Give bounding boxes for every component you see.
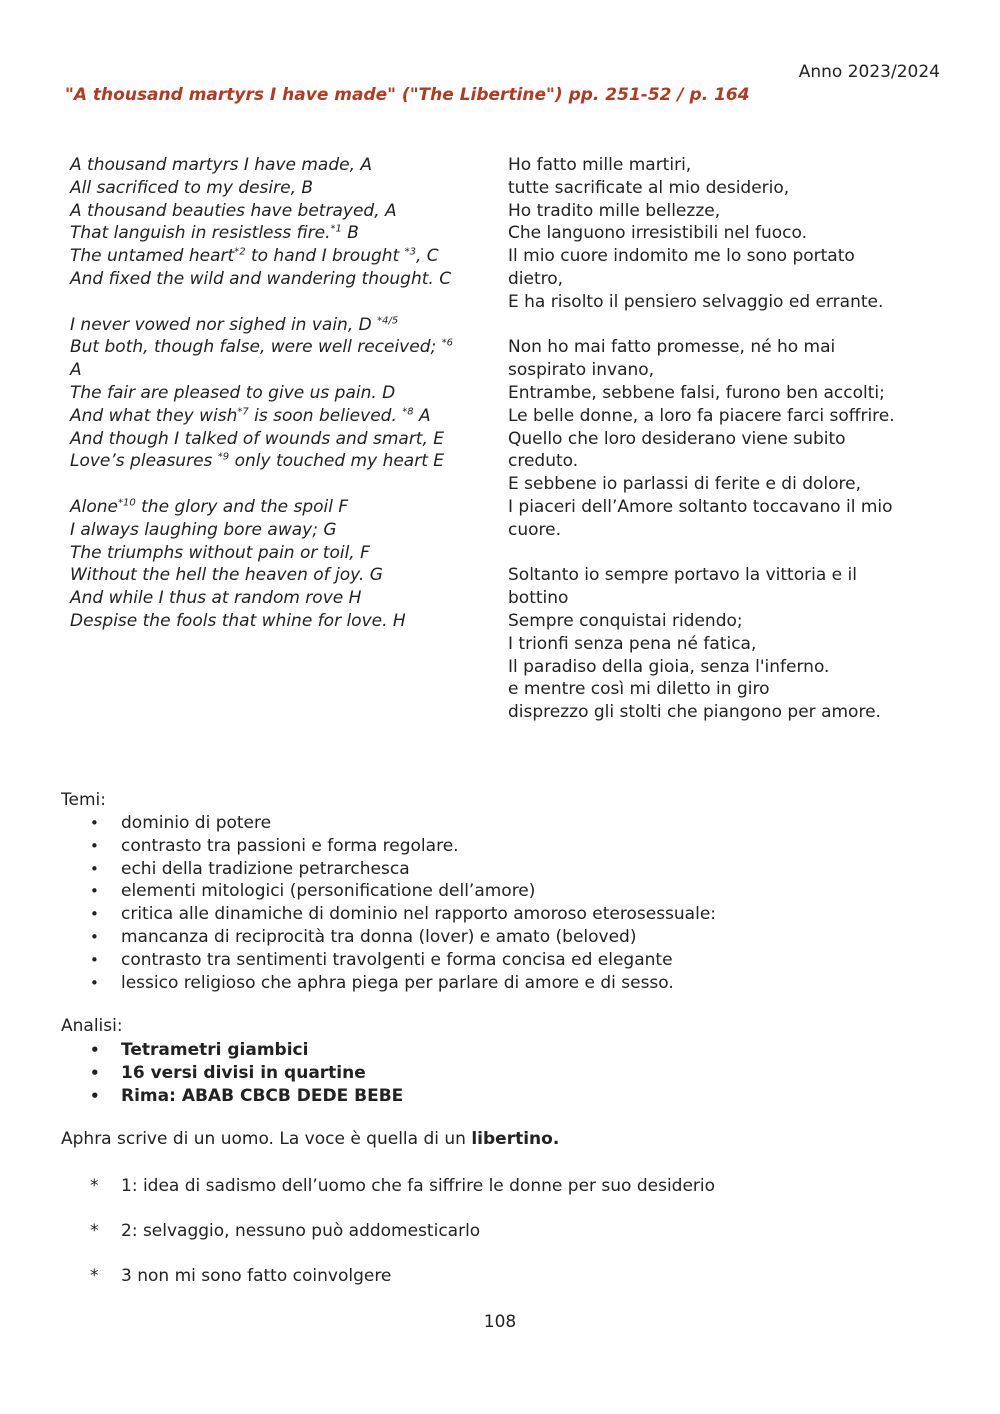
temi-list — [0, 812, 716, 994]
poem-line-it: Non ho mai fatto promesse, né ho mai — [508, 337, 836, 358]
poem-line-it: I trionfi senza pena né fatica, — [508, 633, 757, 654]
note-text: 3 non mi sono fatto coinvolgere — [121, 1266, 392, 1286]
line-text: A — [70, 360, 82, 381]
line-text: is soon believed. — [248, 405, 403, 426]
list-item-text: elementi mitologici (personificatione dell’amore) — [121, 881, 536, 902]
poem-line-en — [70, 473, 490, 496]
line-text: The triumphs without pain or toil, F — [70, 542, 370, 563]
poem-line-en — [70, 314, 490, 337]
poem-line-en — [70, 336, 490, 359]
line-text: The untamed heart — [70, 246, 235, 267]
intro-text: Aphra scrive di un uomo. La voce è quella di un — [61, 1129, 472, 1149]
footnote-mark: *6 — [441, 337, 454, 349]
poem-line-en — [70, 382, 490, 405]
line-text: I always laughing bore away; G — [70, 519, 337, 540]
poem-line-en — [70, 428, 490, 451]
line-text: Without the hell the heaven of joy. G — [70, 565, 383, 586]
footnote-mark: *8 — [402, 406, 414, 418]
poem-line-en — [70, 405, 490, 428]
poem-line-it: Entrambe, sebbene falsi, furono ben accolti; — [508, 382, 885, 403]
list-item — [0, 949, 716, 972]
poem-line-it: I piaceri dell’Amore soltanto toccavano il mio — [508, 496, 893, 517]
poem-line-en — [70, 359, 490, 382]
poem-line-it: Che languono irresistibili nel fuoco. — [508, 223, 808, 244]
footnote-mark: *7 — [237, 406, 249, 418]
list-item-text: contrasto tra sentimenti travolgenti e forma concisa ed elegante — [121, 949, 673, 970]
year-label: Anno 2023/2024 — [798, 62, 940, 82]
line-text: to hand I brought — [245, 246, 405, 267]
line-text: the glory and the spoil F — [135, 496, 349, 517]
poem-line-en — [70, 450, 490, 473]
bullet-icon: • — [90, 1041, 100, 1059]
footnote-mark: *10 — [118, 497, 136, 509]
line-text: Despise the fools that whine for love. H — [70, 610, 406, 631]
poem-line-en — [70, 564, 490, 587]
poem-line-it: Soltanto io sempre portavo la vittoria e il — [508, 565, 857, 586]
list-item-text: 16 versi divisi in quartine — [121, 1062, 366, 1083]
bullet-icon: • — [90, 973, 99, 992]
list-item — [0, 903, 716, 926]
poem-line-en — [70, 496, 490, 519]
note-star: * — [90, 1221, 99, 1241]
line-text: And fixed the wild and wandering thought. C — [70, 268, 452, 289]
poem-line-it: E ha risolto il pensiero selvaggio ed errante. — [508, 291, 884, 312]
note-star: * — [90, 1176, 99, 1196]
bullet-icon: • — [90, 859, 99, 878]
line-text: And what they wish — [70, 405, 238, 426]
poem-line-it: Ho tradito mille bellezze, — [508, 200, 721, 221]
list-item-text: mancanza di reciprocità tra donna (lover) e amato (beloved) — [121, 926, 637, 947]
note-star: * — [90, 1266, 99, 1286]
list-item-text: echi della tradizione petrarchesca — [121, 858, 410, 879]
line-text: All sacrificed to my desire, B — [70, 177, 314, 198]
bullet-icon: • — [90, 882, 99, 901]
line-text: A — [413, 405, 431, 426]
line-text: That languish in resistless fire. — [70, 223, 331, 244]
poem-line-it: Il mio cuore indomito me lo sono portato — [508, 246, 855, 267]
list-item-text: lessico religioso che aphra piega per parlare di amore e di sesso. — [121, 972, 674, 993]
poem-line-en — [70, 222, 490, 245]
poem-line-en — [70, 587, 490, 610]
list-item — [0, 858, 716, 881]
line-text: And while I thus at random rove H — [70, 588, 362, 609]
intro-paragraph — [61, 1129, 559, 1149]
list-item — [0, 1039, 403, 1062]
line-text: B — [341, 223, 359, 244]
poem-line-it: Le belle donne, a loro fa piacere farci soffrire. — [508, 405, 895, 426]
poem-line-it: cuore. — [508, 519, 562, 540]
temi-label: Temi: — [61, 790, 106, 810]
poem-line-en — [70, 610, 490, 633]
poem-english-column — [70, 154, 490, 633]
list-item-text: critica alle dinamiche di dominio nel rapporto amoroso eterosessuale: — [121, 904, 717, 925]
bullet-icon: • — [90, 1063, 100, 1082]
poem-line-it: creduto. — [508, 451, 579, 472]
footnote-mark: *9 — [217, 451, 230, 463]
note-text: 2: selvaggio, nessuno può addomesticarlo — [121, 1221, 481, 1241]
poem-line-en — [70, 177, 490, 200]
poem-line-it: Ho fatto mille martiri, — [508, 155, 692, 175]
line-text: , C — [415, 246, 439, 267]
list-item — [0, 880, 716, 903]
poem-line-it: Sempre conquistai ridendo; — [508, 610, 743, 631]
poem-line-it: e mentre così mi diletto in giro — [508, 679, 770, 700]
list-item-text: Tetrametri giambici — [121, 1040, 309, 1060]
poem-line-en — [70, 268, 490, 291]
line-text: I never vowed nor sighed in vain, D — [70, 314, 378, 335]
poem-line-en — [70, 519, 490, 542]
poem-line-en — [70, 154, 490, 177]
line-text: And though I talked of wounds and smart, E — [70, 428, 445, 449]
analisi-list — [0, 1039, 403, 1107]
line-text: A thousand beauties have betrayed, A — [70, 200, 397, 221]
poem-italian-column — [508, 154, 928, 724]
bullet-icon: • — [90, 905, 99, 924]
list-item — [0, 835, 716, 858]
footnote-mark: *2 — [234, 246, 246, 258]
list-item-text: contrasto tra passioni e forma regolare. — [121, 835, 459, 856]
analisi-label: Analisi: — [61, 1016, 123, 1036]
poem-title: "A thousand martyrs I have made" ("The Libertine") pp. 251-52 / p. 164 — [65, 85, 750, 105]
poem-line-it: Quello che loro desiderano viene subito — [508, 428, 846, 449]
poem-line-en — [70, 291, 490, 314]
line-text: But both, though false, were well received; — [70, 337, 442, 358]
line-text: Alone — [70, 496, 118, 517]
list-item-text: dominio di potere — [121, 813, 272, 833]
poem-line-it: E sebbene io parlassi di ferite e di dolore, — [508, 474, 862, 495]
bullet-icon: • — [90, 950, 99, 969]
line-text: A thousand martyrs I have made, A — [70, 155, 373, 175]
list-item — [0, 812, 716, 835]
list-item-text: Rima: ABAB CBCB DEDE BEBE — [121, 1085, 404, 1106]
poem-line-it: dietro, — [508, 268, 564, 289]
poem-line-it: bottino — [508, 588, 569, 609]
list-item — [0, 1062, 403, 1085]
list-item — [0, 972, 716, 995]
note-text: 1: idea di sadismo dell’uomo che fa siffrire le donne per suo desiderio — [121, 1176, 716, 1196]
footnote-mark: *1 — [330, 223, 342, 235]
line-text: The fair are pleased to give us pain. D — [70, 382, 396, 403]
bullet-icon: • — [90, 836, 99, 855]
poem-line-it: sospirato invano, — [508, 360, 655, 381]
line-text: Love’s pleasures — [70, 451, 218, 472]
poem-line-it: tutte sacrificate al mio desiderio, — [508, 177, 790, 198]
list-item — [0, 926, 716, 949]
poem-line-it — [508, 542, 928, 565]
page-number: 108 — [483, 1312, 517, 1332]
bullet-icon: • — [90, 1086, 100, 1105]
bullet-icon: • — [90, 814, 99, 832]
intro-bold: libertino. — [471, 1129, 560, 1149]
poem-line-en — [70, 245, 490, 268]
footnote-mark: *3 — [404, 246, 416, 258]
poem-line-en — [70, 200, 490, 223]
line-text: only touched my heart E — [229, 451, 445, 472]
poem-line-it: disprezzo gli stolti che piangono per amore. — [508, 702, 881, 723]
list-item — [0, 1085, 403, 1108]
footnote-mark: *4/5 — [377, 314, 399, 326]
poem-line-it: Il paradiso della gioia, senza l'inferno. — [508, 656, 830, 677]
poem-line-it — [508, 314, 928, 337]
poem-line-en — [70, 542, 490, 565]
bullet-icon: • — [90, 927, 99, 946]
